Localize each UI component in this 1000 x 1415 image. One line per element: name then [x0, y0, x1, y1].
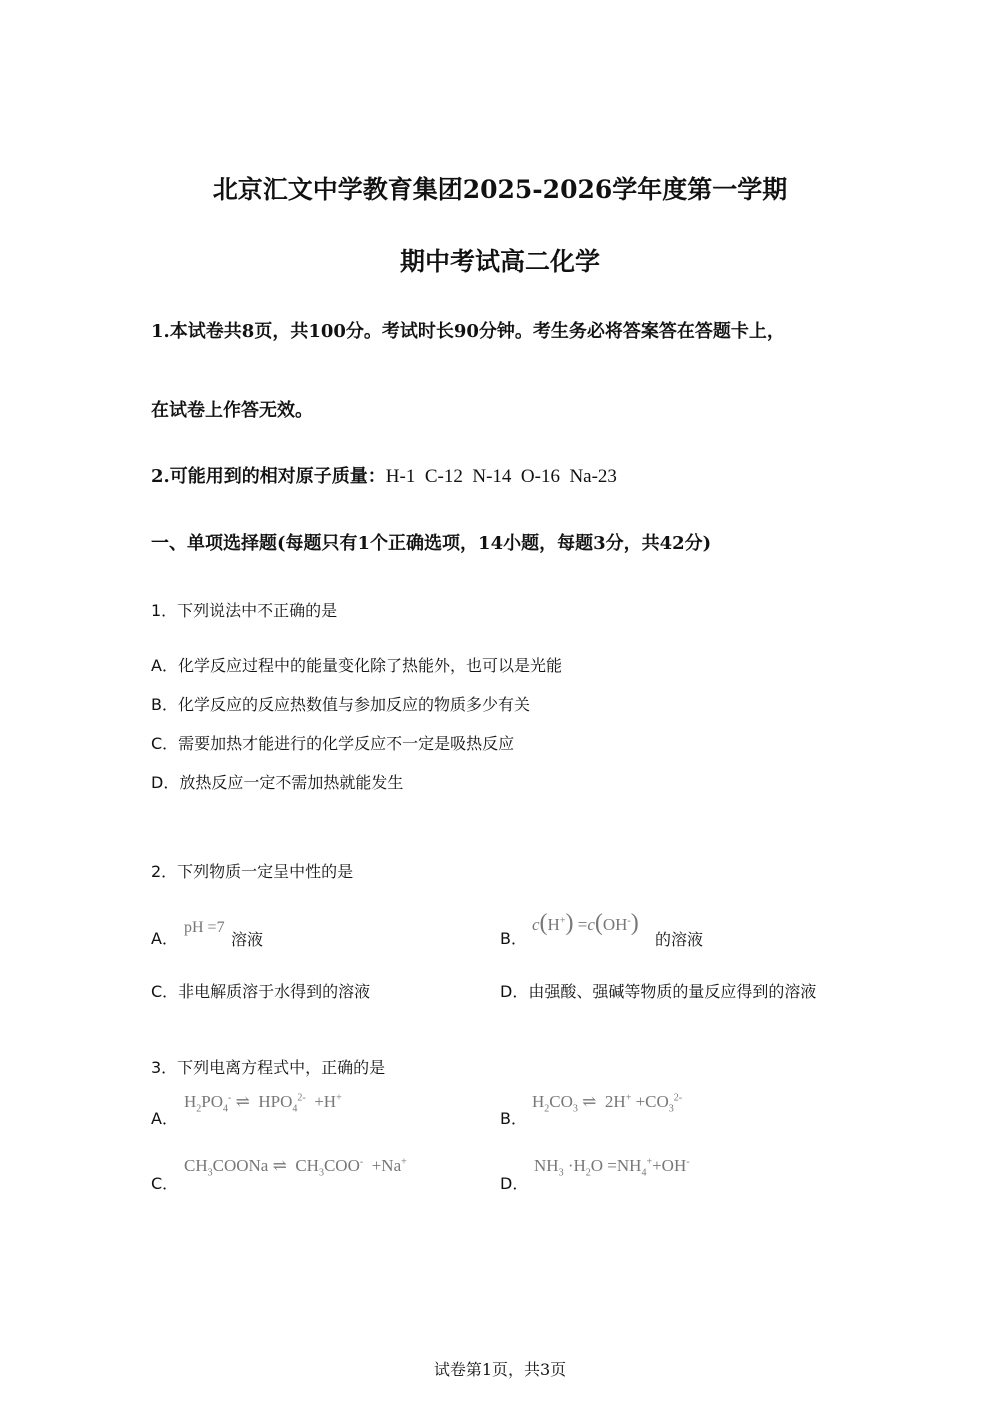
q2-option-a [151, 926, 178, 949]
q3-option-d-label: D． [500, 1174, 529, 1193]
q2-option-a-formula: pH =7 [184, 919, 225, 936]
q1-option-a: A．化学反应过程中的能量变化除了热能外，也可以是光能 [151, 656, 562, 675]
exam-title-line1: 北京汇文中学教育集团2025-2026学年度第一学期 [212, 175, 788, 204]
q2-option-b-suffix: 的溶液 [655, 930, 704, 949]
q2-option-a-suffix: 溶液 [231, 930, 264, 949]
q3-option-a-label: A． [151, 1109, 178, 1128]
q2-option-a-label: A． [151, 929, 178, 948]
q3-option-b-formula: $H_2CO_3$ ⇌ $2H^+ +CO_3^{2-}$ [532, 1092, 683, 1115]
q2-option-b [500, 926, 527, 949]
q1-option-c: C．需要加热才能进行的化学反应不一定是吸热反应 [151, 734, 515, 753]
q2-stem: 2．下列物质一定呈中性的是 [151, 862, 354, 881]
q3-option-c-label: C． [151, 1174, 179, 1193]
q2-option-c: C．非电解质溶于水得到的溶液 [151, 982, 371, 1001]
q2-option-d: D．由强酸、强碱等物质的量反应得到的溶液 [500, 982, 817, 1001]
notice-1-line1: 1.本试卷共8页，共100分。考试时长90分钟。考生务必将答案答在答题卡上， [151, 321, 785, 342]
q1-stem: 1．下列说法中不正确的是 [151, 601, 338, 620]
notice-1-line2: 在试卷上作答无效。 [151, 400, 313, 421]
q1-option-d: D．放热反应一定不需加热就能发生 [151, 773, 404, 792]
section-heading: 一、单项选择题(每题只有1个正确选项，14小题，每题3分，共42分) [151, 533, 712, 554]
q3-option-b-label: B． [500, 1109, 527, 1128]
q3-option-a-formula: $H_2PO_4^-$ ⇌ $HPO_4^{2-} +H^+$ [184, 1092, 342, 1115]
q3-option-d-formula: $NH_3 \cdot H_2O =NH_4^++OH^-$ [534, 1156, 690, 1179]
q3-option-c-formula: $CH_3COONa$ ⇌ $CH_3COO^- +Na^+$ [184, 1156, 407, 1179]
notice-2-label: 2.可能用到的相对原子质量： [151, 466, 386, 487]
q2-option-b-label: B． [500, 929, 527, 948]
notice-2 [151, 462, 617, 488]
atomic-masses: H-1 C-12 N-14 O-16 Na-23 [385, 466, 617, 487]
exam-title-line2: 期中考试高二化学 [399, 247, 600, 276]
q2-option-b-formula: c(H+) =c(OH-) [532, 910, 639, 936]
q1-option-b: B．化学反应的反应热数值与参加反应的物质多少有关 [151, 695, 530, 714]
page-footer: 试卷第1页，共3页 [433, 1360, 567, 1379]
q3-stem: 3．下列电离方程式中，正确的是 [151, 1058, 386, 1077]
